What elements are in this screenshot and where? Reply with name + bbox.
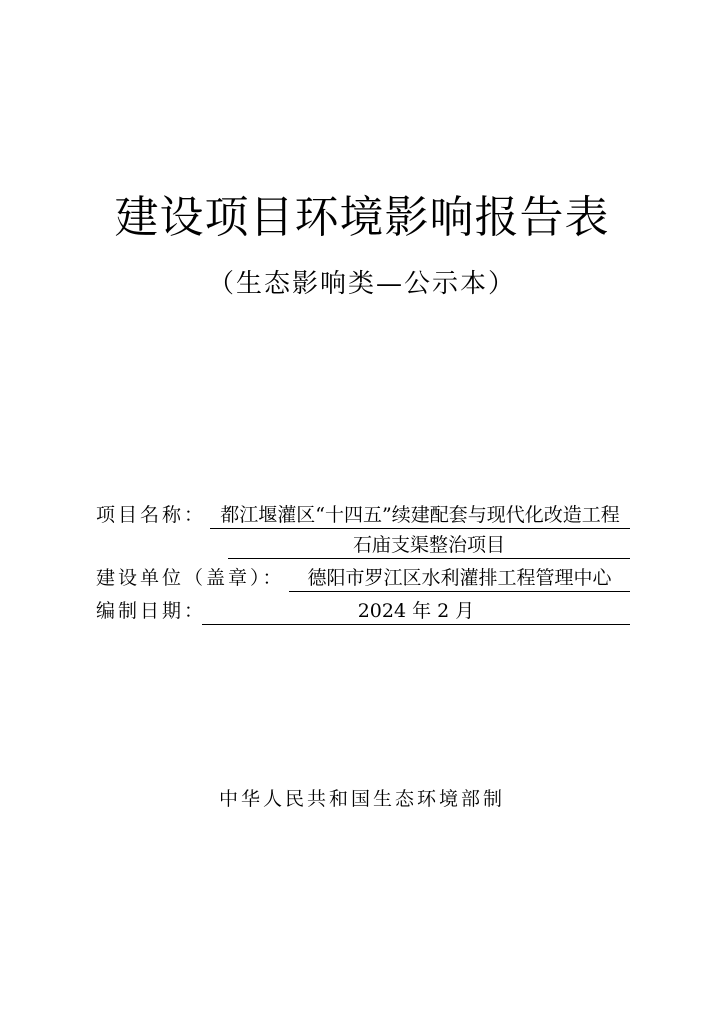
- date-label: 编制日期：: [96, 600, 207, 622]
- document-title: 建设项目环境影响报告表: [114, 192, 610, 243]
- builder-label: 建设单位（盖章）：: [96, 567, 285, 589]
- date-value: 2024 年 2 月: [202, 598, 630, 625]
- project-name-line2: 石庙支渠整治项目: [228, 532, 630, 559]
- project-name-label: 项目名称：: [96, 504, 207, 526]
- project-name-line1: 都江堰灌区“十四五”续建配套与现代化改造工程: [210, 502, 630, 529]
- builder-value: 德阳市罗江区水利灌排工程管理中心: [289, 565, 630, 592]
- issuer-footer: 中华人民共和国生态环境部制: [218, 788, 505, 810]
- document-subtitle: （生态影响类—公示本）: [207, 269, 516, 299]
